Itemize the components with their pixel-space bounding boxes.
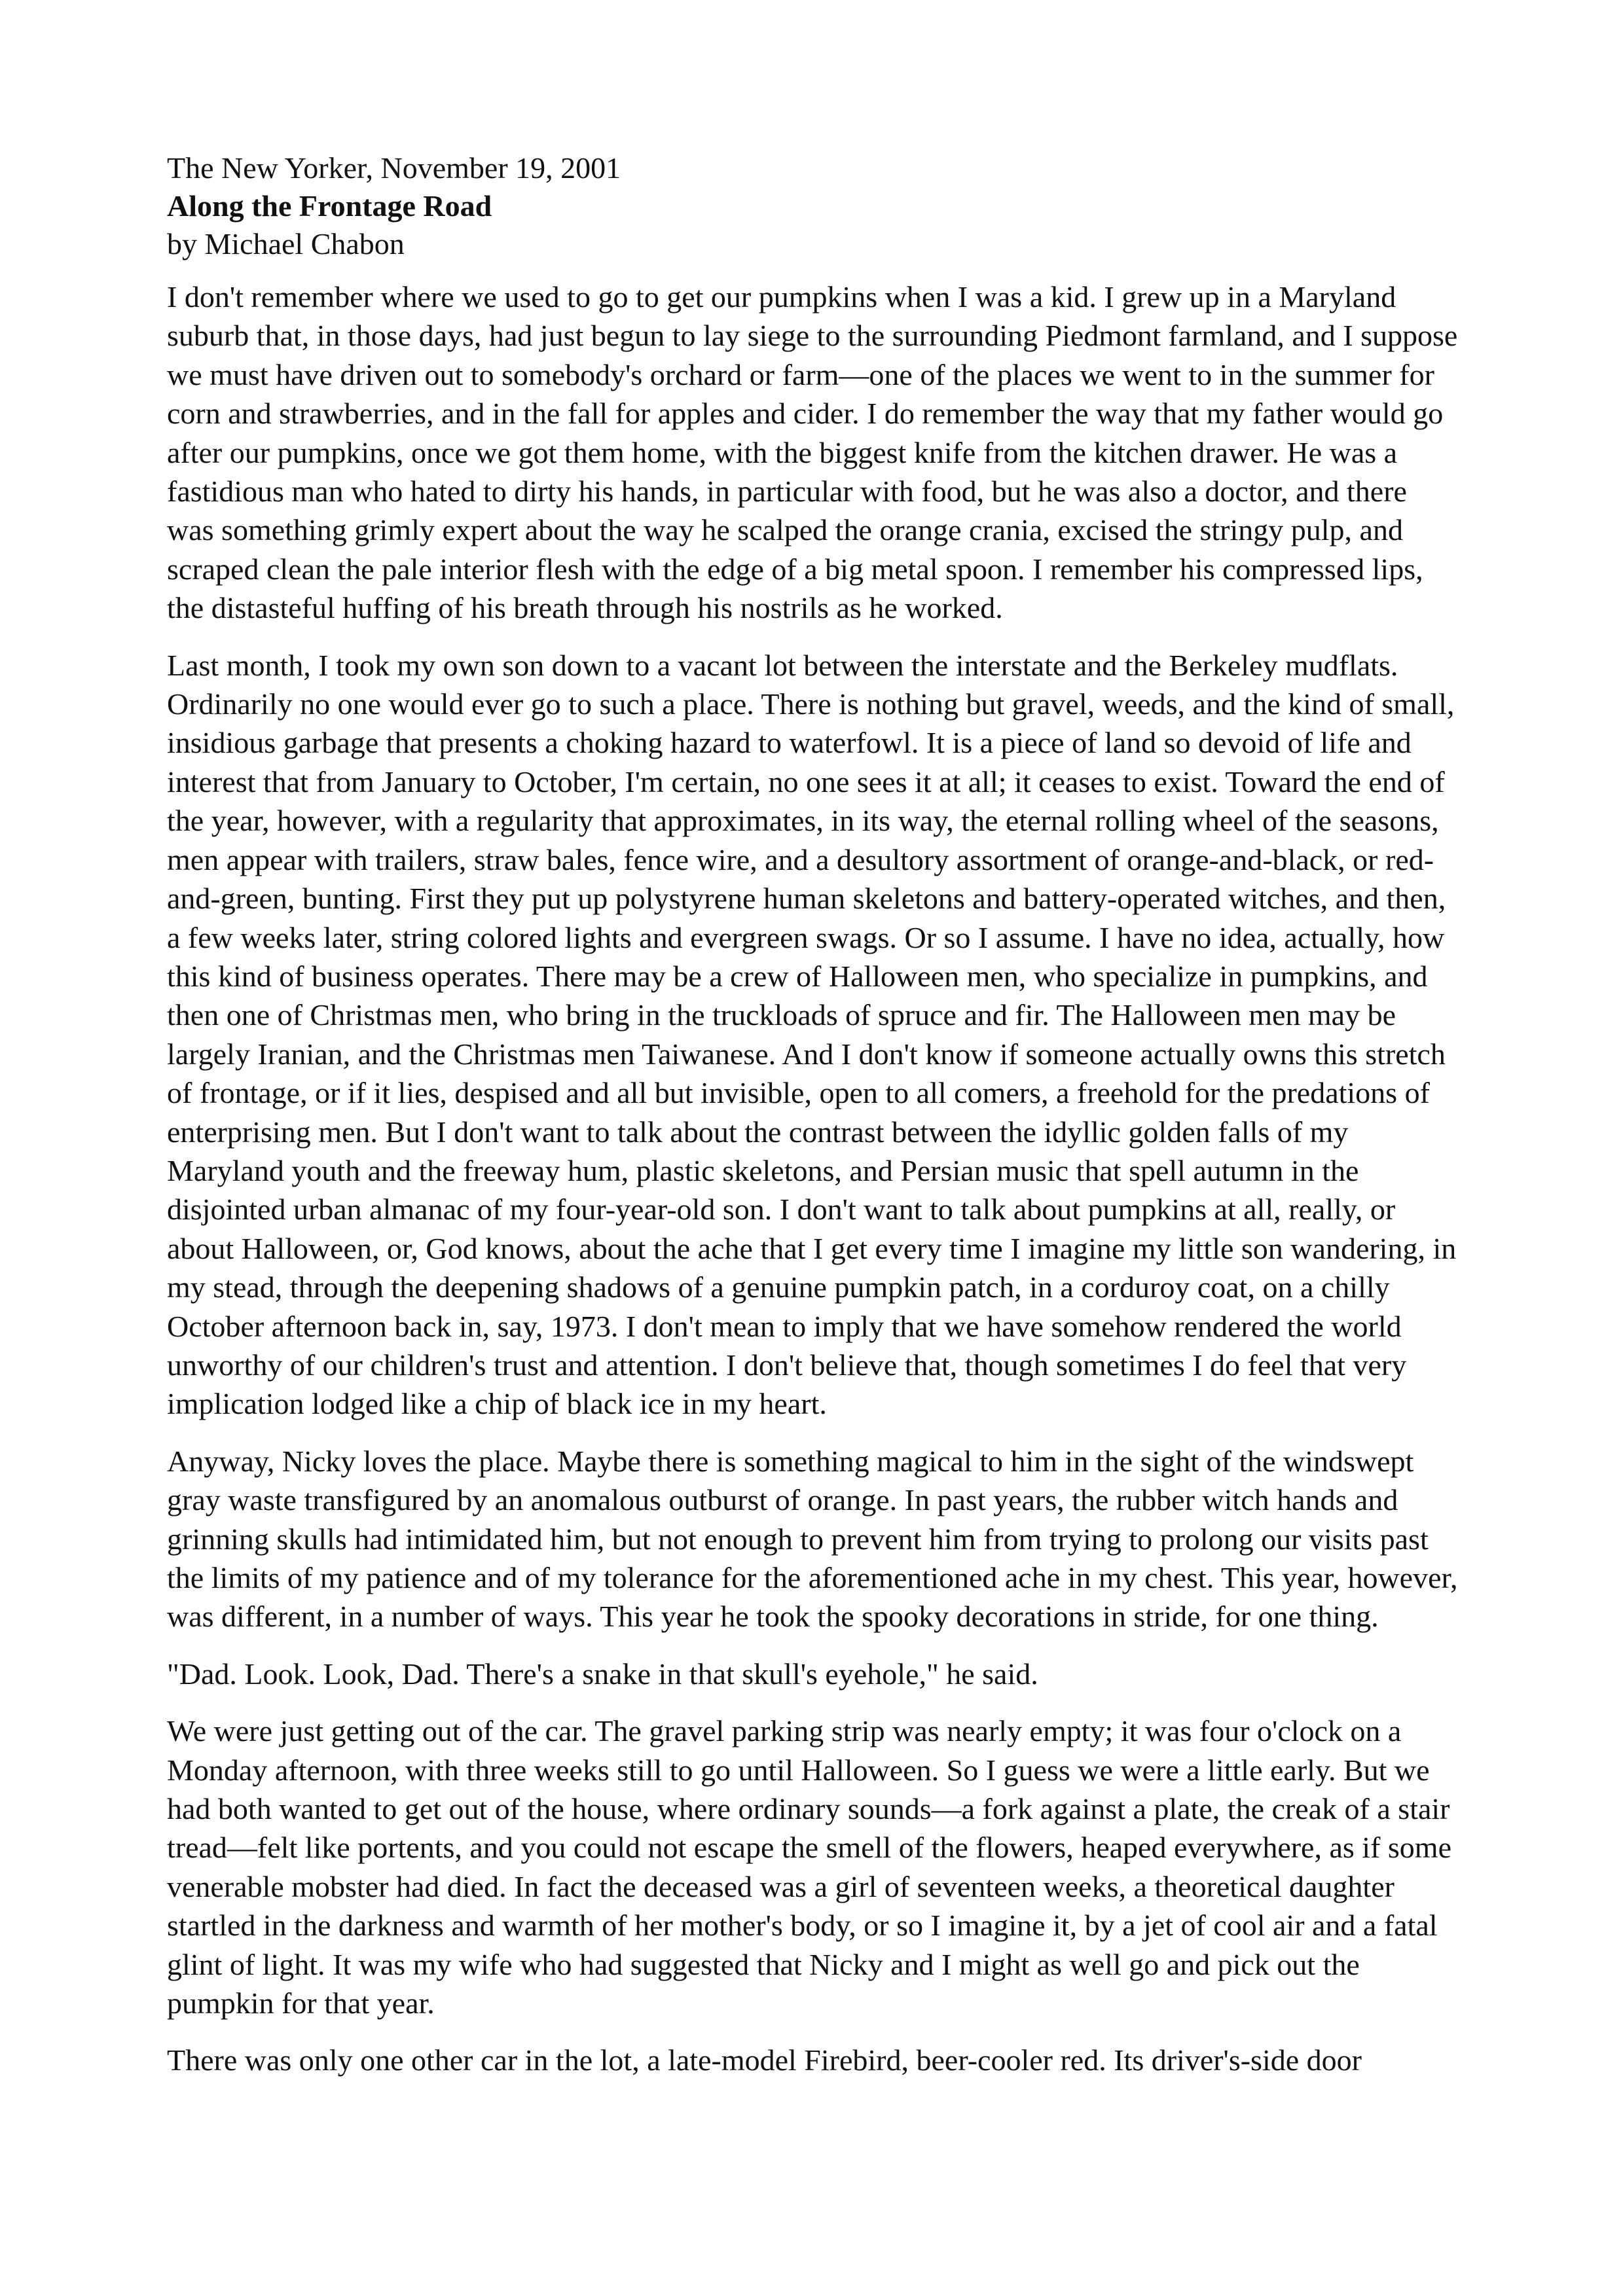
paragraph: I don't remember where we used to go to get our pumpkins when I was a kid. I grew up in a Maryland suburb that, in those days, had just begun to lay siege to the surrounding Piedmont farmland, and I suppose we must have driven out to somebody's orchard or farm—one of the places we went to in the summer for corn and strawberries, and in the fall for apples and cider. I do remember the way that my father would go after our pumpkins, once we got them home, with the biggest knife from the kitchen drawer. He was a fastidious man who hated to dirty his hands, in particular with food, but he was also a doctor, and there was something grimly expert about the way he scalped the orange crania, excised the stringy pulp, and scraped clean the pale interior flesh with the edge of a big metal spoon. I remember his compressed lips, the distasteful huffing of his breath through his nostrils as he worked. bbox=[167, 280, 1458, 625]
paragraph: There was only one other car in the lot, a late-model Firebird, beer-cooler red. Its driver's-side door bbox=[167, 2043, 1362, 2077]
publication-source: The New Yorker, November 19, 2001 bbox=[167, 151, 621, 185]
article-body bbox=[167, 278, 1460, 2080]
paragraph: Last month, I took my own son down to a vacant lot between the interstate and the Berkeley mudflats. Ordinarily no one would ever go to such a place. There is nothing but gravel, weeds, and the kind of small, insidious garbage that presents a choking hazard to waterfowl. It is a piece of land so devoid of life and interest that from January to October, I'm certain, no one sees it at all; it ceases to exist. Toward the end of the year, however, with a regularity that approximates, in its way, the eternal rolling wheel of the seasons, men appear with trailers, straw bales, fence wire, and a desultory assortment of orange-and-black, or red-and-green, bunting. First they put up polystyrene human skeletons and battery-operated witches, and then, a few weeks later, string colored lights and evergreen swags. Or so I assume. I have no idea, actually, how this kind of business operates. There may be a crew of Halloween men, who specialize in pumpkins, and then one of Christmas men, who bring in the truckloads of spruce and fir. The Halloween men may be largely Iranian, and the Christmas men Taiwanese. And I don't know if someone actually owns this stretch of frontage, or if it lies, despised and all but invisible, open to all comers, a freehold for the predations of enterprising men. But I don't want to talk about the contrast between the idyllic golden falls of my Maryland youth and the freeway hum, plastic skeletons, and Persian music that spell autumn in the disjointed urban almanac of my four-year-old son. I don't want to talk about pumpkins at all, really, or about Halloween, or, God knows, about the ache that I get every time I imagine my little son wandering, in my stead, through the deepening shadows of a genuine pumpkin patch, in a corduroy coat, on a chilly October afternoon back in, say, 1973. I don't mean to imply that we have somehow rendered the world unworthy of our children's trust and attention. I don't believe that, though sometimes I do feel that very implication lodged like a chip of black ice in my heart. bbox=[167, 648, 1457, 1421]
document-page bbox=[167, 149, 1460, 2098]
paragraph: We were just getting out of the car. The gravel parking strip was nearly empty; it was four o'clock on a Monday afternoon, with three weeks still to go until Halloween. So I guess we were a little early. But we had both wanted to get out of the house, where ordinary sounds—a fork against a plate, the creak of a stair tread—felt like portents, and you could not escape the smell of the flowers, heaped everywhere, as if some venerable mobster had died. In fact the deceased was a girl of seventeen weeks, a theoretical daughter startled in the darkness and warmth of her mother's body, or so I imagine it, by a jet of cool air and a fatal glint of light. It was my wife who had suggested that Nicky and I might as well go and pick out the pumpkin for that year. bbox=[167, 1714, 1451, 2020]
paragraph: Anyway, Nicky loves the place. Maybe there is something magical to him in the sight of the windswept gray waste transfigured by an anomalous outburst of orange. In past years, the rubber witch hands and grinning skulls had intimidated him, but not enough to prevent him from trying to prolong our visits past the limits of my patience and of my tolerance for the aforementioned ache in my chest. This year, however, was different, in a number of ways. This year he took the spooky decorations in stride, for one thing. bbox=[167, 1444, 1458, 1634]
article-byline: by Michael Chabon bbox=[167, 227, 405, 260]
article-header bbox=[167, 149, 1460, 263]
article-title: Along the Frontage Road bbox=[167, 189, 492, 223]
paragraph: "Dad. Look. Look, Dad. There's a snake in that skull's eyehole," he said. bbox=[167, 1657, 1038, 1691]
